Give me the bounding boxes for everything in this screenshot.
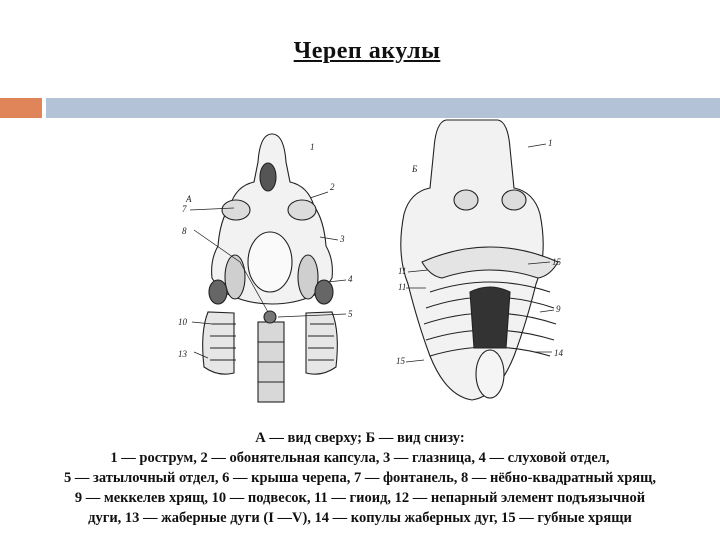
caption-line: 1 — рострум, 2 — обонятельная капсула, 3 — глазница, 4 — слуховой отдел,: [110, 450, 610, 466]
caption-line: дуги, 13 — жаберные дуги (I —V), 14 — копулы жаберных дуг, 15 — губные хрящи: [88, 510, 632, 526]
shark-skull-figure: [150, 112, 570, 417]
svg-text:10: 10: [178, 317, 187, 327]
svg-text:15: 15: [396, 356, 405, 366]
caption-line: 9 — меккелев хрящ, 10 — подвесок, 11 — гиоид, 12 — непарный элемент подъязычной: [74, 490, 646, 506]
caption-line: 5 — затылочный отдел, 6 — крыша черепа, 7 — фонтанель, 8 — нёбно-квадратный хрящ,: [64, 470, 656, 486]
svg-text:7: 7: [182, 204, 187, 214]
skull-bottom-view: [401, 120, 558, 400]
skull-top-view: [190, 134, 346, 402]
svg-text:Б: Б: [412, 164, 418, 174]
svg-text:1: 1: [548, 138, 553, 148]
svg-text:15: 15: [552, 257, 561, 267]
svg-text:4: 4: [348, 274, 353, 284]
slide-title: Череп акулы: [293, 38, 441, 64]
svg-text:А: А: [186, 194, 192, 204]
figure-caption: [6, 428, 714, 528]
svg-text:9: 9: [556, 304, 561, 314]
svg-text:11: 11: [398, 266, 407, 276]
svg-text:1: 1: [310, 142, 315, 152]
caption-line: А — вид сверху; Б — вид снизу:: [255, 430, 465, 446]
svg-text:5: 5: [348, 309, 353, 319]
svg-text:13: 13: [178, 349, 187, 359]
svg-text:14: 14: [554, 348, 563, 358]
accent-bar: [0, 98, 42, 118]
svg-text:11: 11: [398, 282, 407, 292]
svg-text:8: 8: [182, 226, 187, 236]
svg-text:2: 2: [330, 182, 335, 192]
svg-text:3: 3: [340, 234, 345, 244]
